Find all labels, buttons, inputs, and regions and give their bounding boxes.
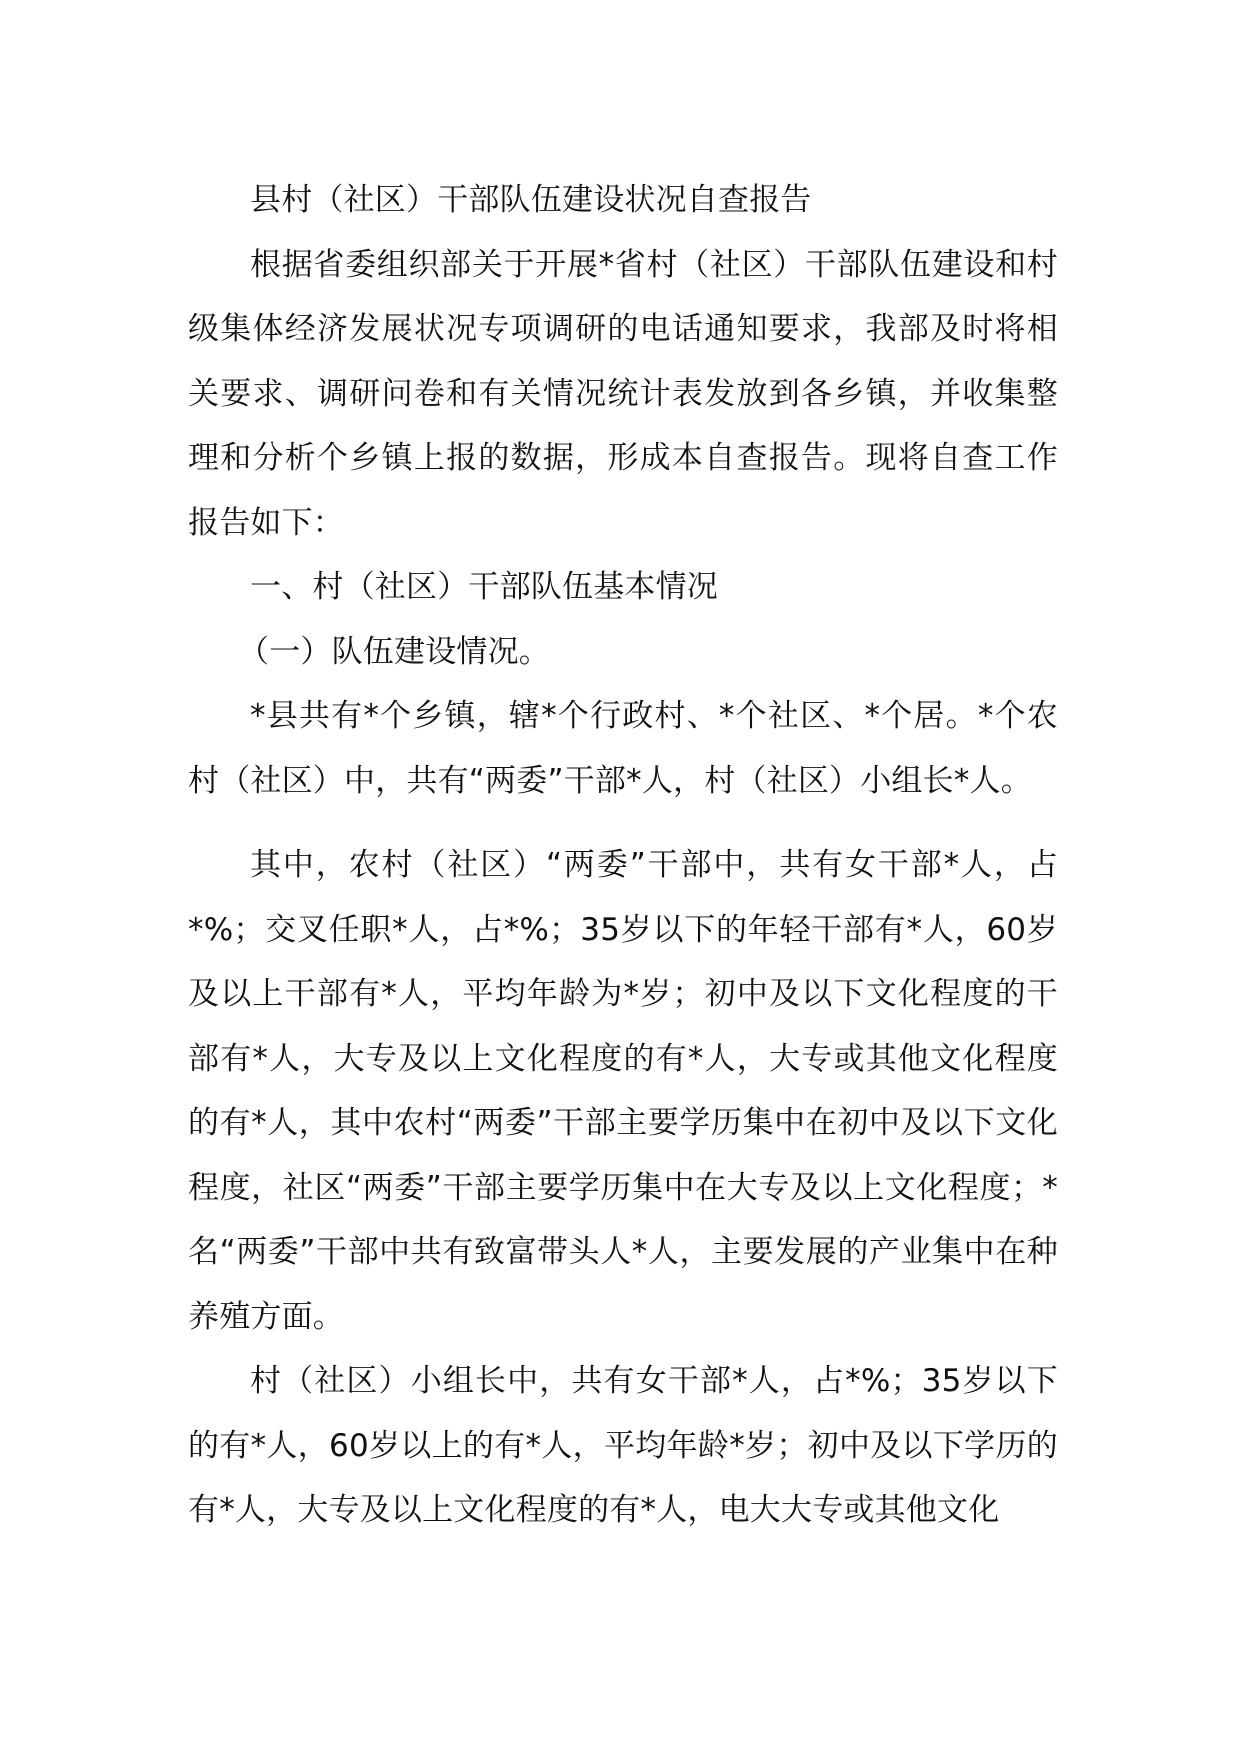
paragraph-group-leaders: 村（社区）小组长中，共有女干部*人，占*%；35岁以下的有*人，60岁以上的有*人，平均年龄*岁；初中及以下学历的有*人，大专及以上文化程度的有*人，电大大专或其他文化	[188, 1363, 1058, 1528]
document-body	[188, 168, 1058, 1543]
document-title: 县村（社区）干部队伍建设状况自查报告	[250, 182, 812, 218]
paragraph-overview: *县共有*个乡镇，辖*个行政村、*个社区、*个居。*个农村（社区）中，共有“两委”干部*人，村（社区）小组长*人。	[188, 698, 1058, 799]
paragraph-two-committee-cadres: 其中，农村（社区）“两委”干部中，共有女干部*人，占*%；交叉任职*人，占*%；35岁以下的年轻干部有*人，60岁及以上干部有*人，平均年龄为*岁；初中及以下文化程度的干部有*人，大专及以上文化程度的有*人，大专或其他文化程度的有*人，其中农村“两委”干部主要学历集中在初中及以下文化程度，社区“两委”干部主要学历集中在大专及以上文化程度；*名“两委”干部中共有致富带头人*人，主要发展的产业集中在种养殖方面。	[188, 847, 1058, 1335]
section-heading-1: 一、村（社区）干部队伍基本情况	[250, 569, 718, 605]
paragraph-intro: 根据省委组织部关于开展*省村（社区）干部队伍建设和村级集体经济发展状况专项调研的电话通知要求，我部及时将相关要求、调研问卷和有关情况统计表发放到各乡镇，并收集整理和分析个乡镇上报的数据，形成本自查报告。现将自查工作报告如下：	[188, 246, 1058, 541]
subsection-heading-1: （一）队伍建设情况。	[238, 633, 550, 670]
